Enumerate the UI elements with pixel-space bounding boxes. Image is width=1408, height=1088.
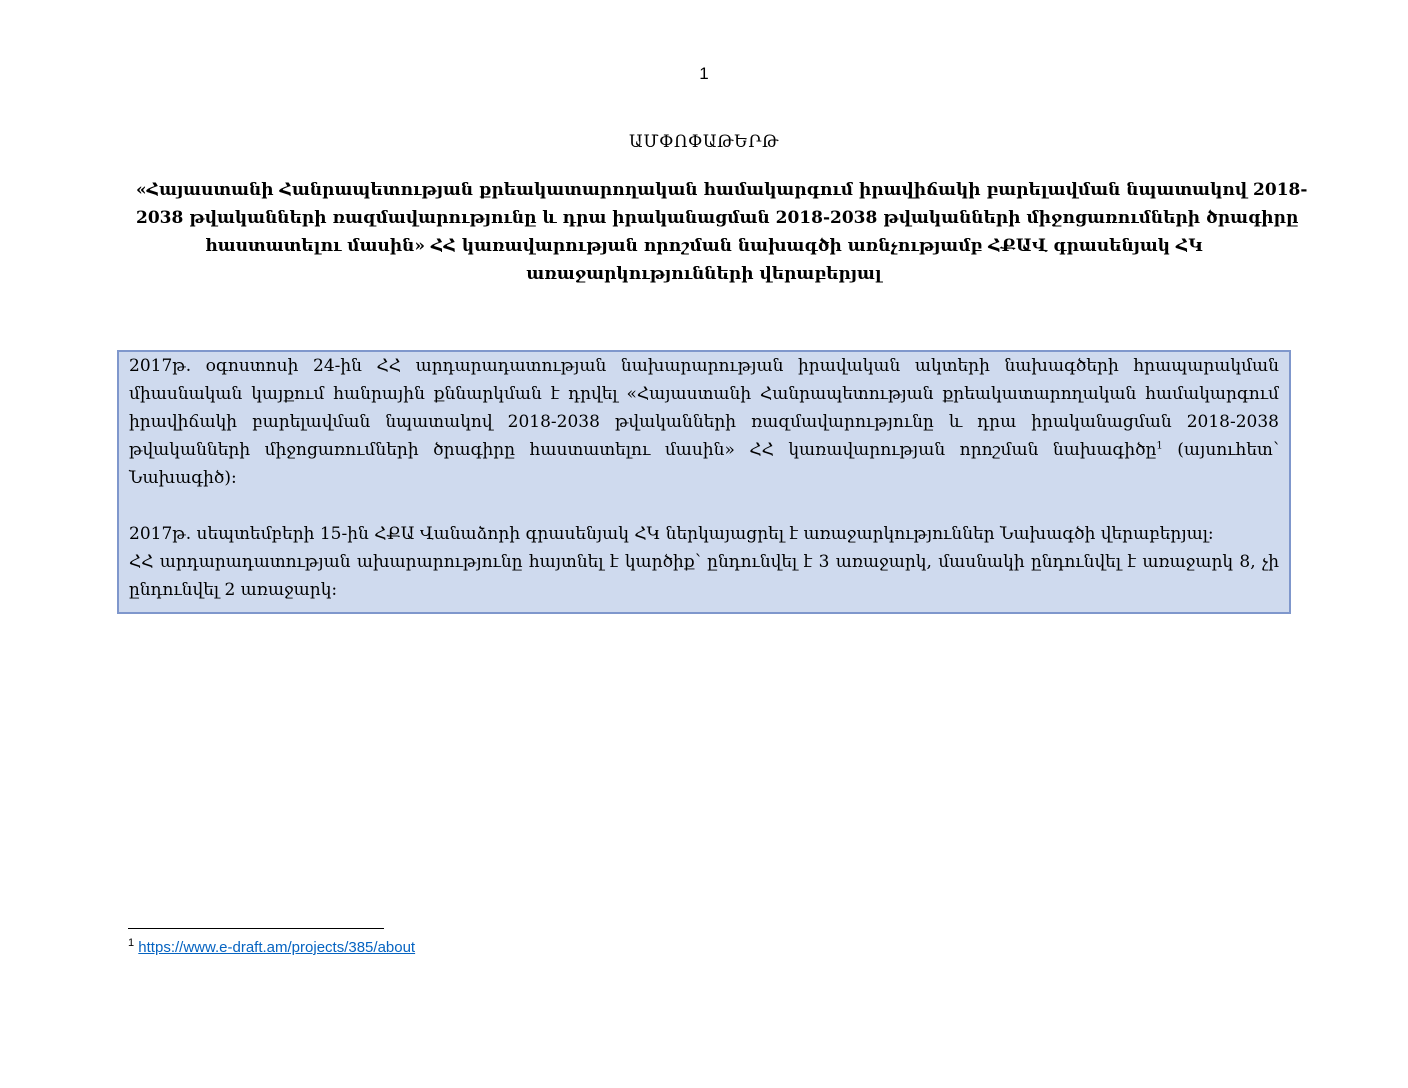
summary-paragraph-2: 2017թ. սեպտեմբերի 15-ին ՀՔԱ Վանաձորի գրասենյակ ՀԿ ներկայացրել է առաջարկություններ Նախագծի վերաբերյալ: — [129, 524, 1214, 544]
page-number: 1 — [699, 64, 709, 83]
subtitle-line: հաստատելու մասին» ՀՀ կառավարության որոշման նախագծի առնչությամբ ՀՔԱՎ գրասենյակ ՀԿ — [205, 236, 1203, 256]
document-title: ԱՄՓՈՓԱԹԵՐԹ — [629, 132, 779, 152]
footnote — [128, 937, 415, 956]
footnote-marker: 1 — [128, 937, 135, 949]
footnote-divider — [128, 928, 384, 929]
document-subtitle — [136, 176, 1308, 288]
subtitle-line: առաջարկությունների վերաբերյալ — [526, 264, 882, 284]
subtitle-line: 2038 թվականների ռազմավարությունը և դրա իրականացման 2018-2038 թվականների միջոցառումների ծրագիրը — [136, 208, 1299, 228]
paragraph-text: (այսուհետ՝ Նախագիծ): — [129, 440, 1279, 488]
paragraph-text: 2017թ. օգոստոսի 24-ին ՀՀ արդարադատության նախարարության իրավական ակտերի նախագծերի հրապարակման միասնական կայքում հանրային քննարկման է դրվել «Հայաստանի Հանրապետության քրեակատարողական համակարգում իրավիճակի բարելավման նպատակով 2018-2038 թվականների ռազմավարությունը և դրա իրականացման 2018-2038 թվականների միջոցառումների ծրագիրը հաստատելու մասին» ՀՀ կառավարության որոշման նախագիծը — [129, 356, 1279, 460]
subtitle-line: «Հայաստանի Հանրապետության քրեակատարողական համակարգում իրավիճակի բարելավման նպատակով 2018- — [136, 180, 1308, 200]
summary-paragraph-3: ՀՀ արդարադատության ախարարությունը հայտնել է կարծիք՝ ընդունվել է 3 առաջարկ, մասնակի ընդունվել է առաջարկ 8, չի ընդունվել 2 առաջարկ: — [129, 552, 1279, 600]
footnote-link[interactable]: https://www.e-draft.am/projects/385/about — [138, 939, 416, 956]
footnote-reference[interactable]: 1 — [1156, 440, 1163, 452]
summary-box — [117, 350, 1291, 614]
paragraph-spacer — [129, 492, 1279, 520]
summary-paragraph-1 — [129, 352, 1279, 492]
